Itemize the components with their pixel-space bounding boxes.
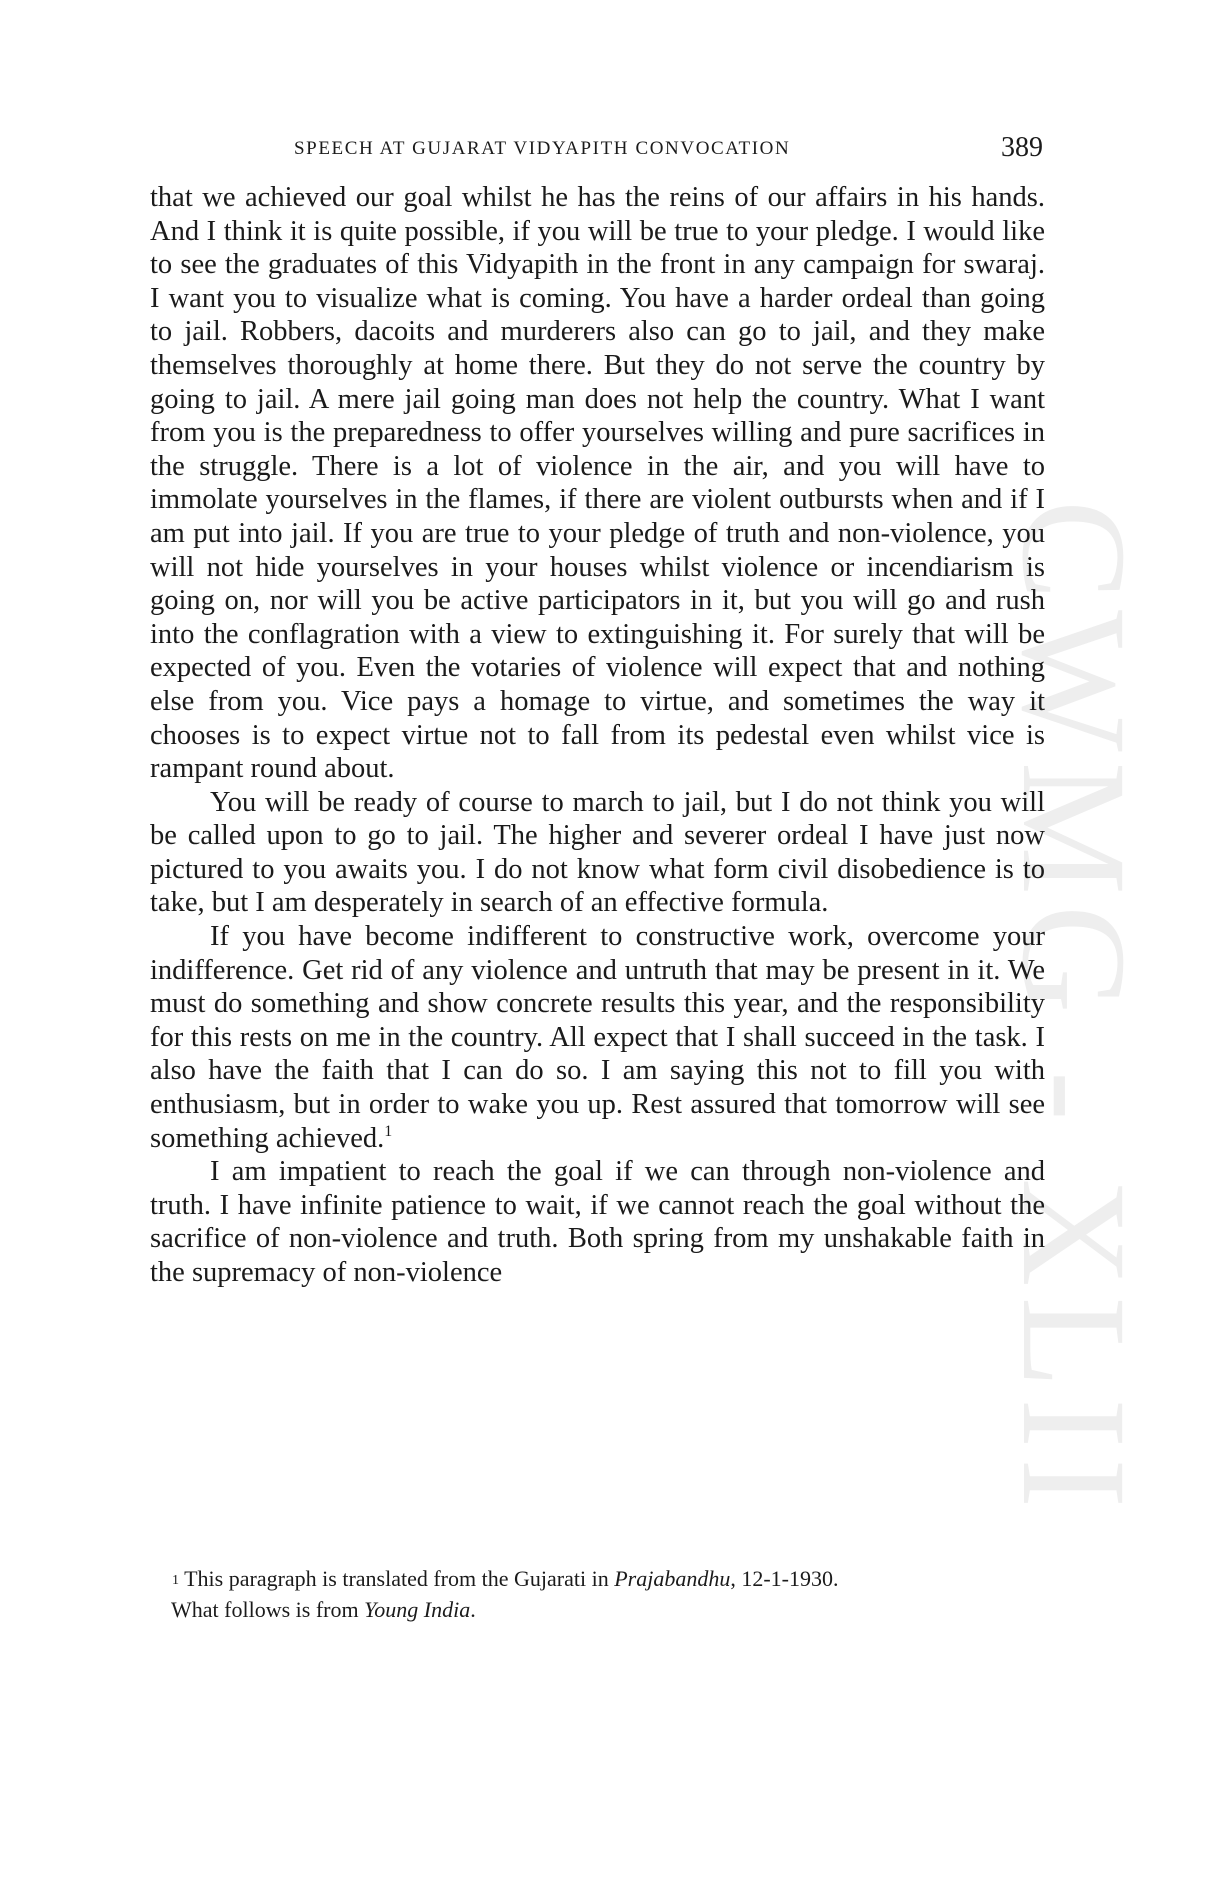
footnote-mark: 1 xyxy=(172,1573,179,1588)
paragraph-4-text: I am impatient to reach the goal if we can through non-violence and truth. I have infinite patience to wait, if we cannot reach the goal without the sacrifice of non-violence and truth. Both spring from my unshakable faith in the supremacy of non-violence xyxy=(150,1156,1045,1288)
paragraph-3-text: If you have become indifferent to constructive work, overcome your indifference. Get rid of any violence and untruth that may be present in it. We must do something and show concrete results this year, and the responsibility for this rests on me in the country. All expect that I shall succeed in the task. I also have the faith that I can do so. I am saying this not to fill you with enthusiasm, but in order to wake you up. Rest assured that tomorrow will see something achieved. xyxy=(150,921,1045,1154)
footnote-source-prajabandhu: Prajabandhu xyxy=(614,1566,731,1591)
paragraph-2-text: You will be ready of course to march to jail, but I do not think you will be called upon to go to jail. The higher and severer ordeal I have just now pictured to you awaits you. I do not know what form civil disobedience is to take, but I am desperately in search of an effective formula. xyxy=(150,786,1045,919)
footnote xyxy=(172,1563,1067,1625)
footnote-date: , 12-1-1930. xyxy=(730,1566,839,1591)
body-text xyxy=(150,181,1045,1290)
running-head xyxy=(150,132,1043,168)
paragraph-4 xyxy=(150,1155,1045,1289)
paragraph-1-text: that we achieved our goal whilst he has the reins of our affairs in his hands. And I think it is quite possible, if you will be true to your pledge. I would like to see the graduates of this Vidyapith in the front in any campaign for swaraj. I want you to visualize what is coming. You have a harder ordeal than going to jail. Robbers, dacoits and murderers also can go to jail, and they make themselves thoroughly at home there. But they do not serve the country by going to jail. A mere jail going man does not help the country. What I want from you is the preparedness to offer yourselves willing and pure sacrifices in the struggle. There is a lot of violence in the air, and you will have to immolate yourselves in the flames, if there are violent outbursts when and if I am put into jail. If you are true to your pledge of truth and non-violence, you will not hide yourselves in your houses whilst violence or incendiarism is going on, nor will you be active participators in it, but you will go and rush into the conflagration with a view to extinguishing it. For surely that will be expected of you. Even the votaries of violence will expect that and nothing else from you. Vice pays a homage to virtue, and sometimes the way it chooses is to expect virtue not to fall from its pedestal even whilst vice is rampant round about. xyxy=(150,182,1045,785)
footnote-source-young-india: Young India xyxy=(364,1597,471,1622)
watermark-text: CWMG - XLII xyxy=(991,500,1157,1519)
footnote-text-2: What follows is from xyxy=(171,1597,365,1622)
running-title: SPEECH AT GUJARAT VIDYAPITH CONVOCATION xyxy=(294,138,791,159)
footnote-reference[interactable]: 1 xyxy=(384,1122,393,1140)
footnote-text-1: This paragraph is translated from the Gujarati in xyxy=(184,1566,615,1591)
footnote-end: . xyxy=(470,1597,476,1622)
paragraph-1 xyxy=(150,181,1045,786)
footnote-line-2 xyxy=(171,1594,1067,1625)
paragraph-3 xyxy=(150,920,1045,1155)
paragraph-2 xyxy=(150,786,1045,920)
page-number: 389 xyxy=(1001,132,1043,163)
watermark xyxy=(991,500,1170,1519)
